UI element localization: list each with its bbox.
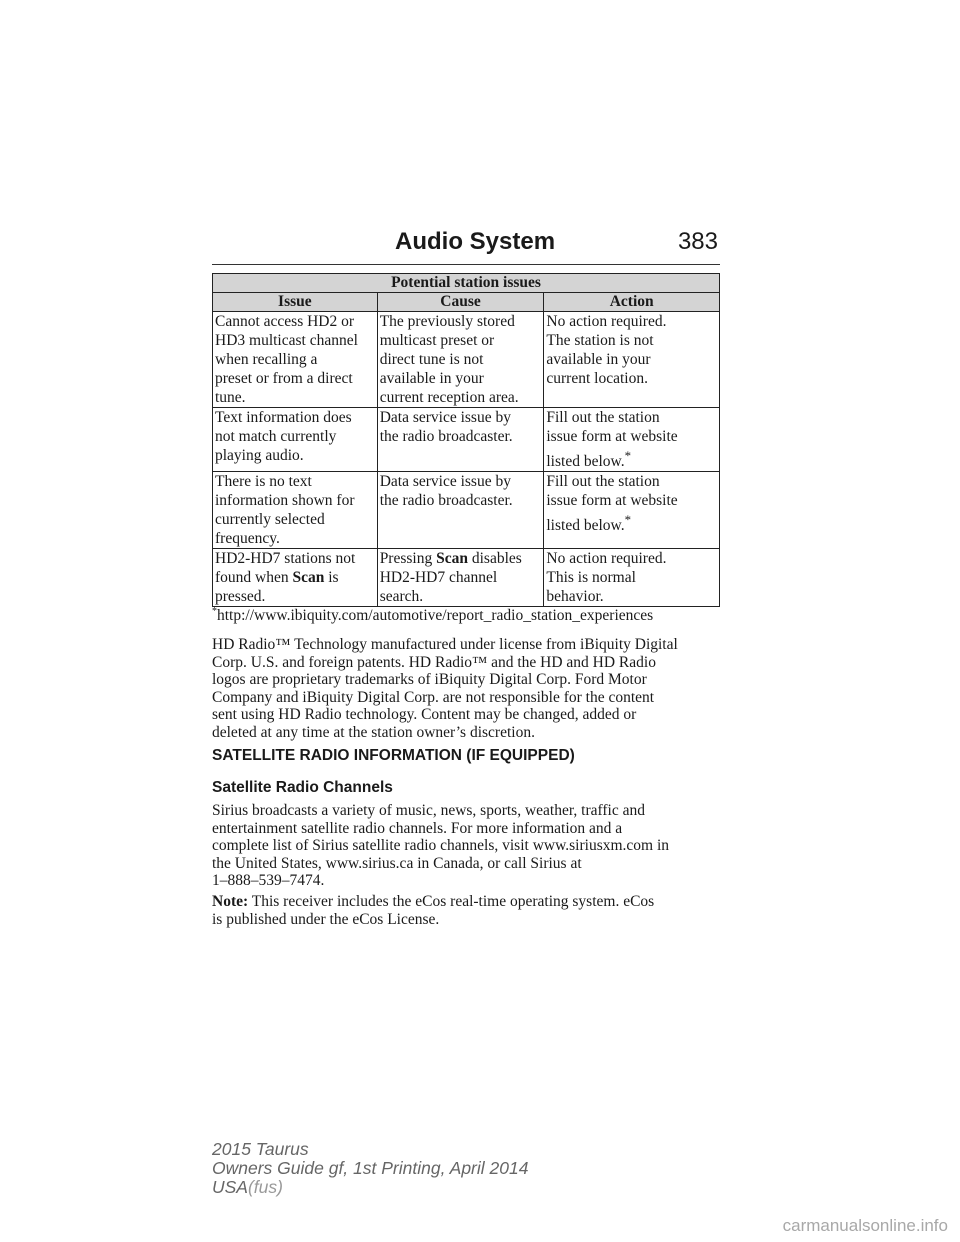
footnote-url: http://www.ibiquity.com/automotive/report_radio_station_experiences: [217, 607, 654, 625]
note-label: Note:: [212, 893, 249, 910]
page-footer: [212, 1140, 528, 1197]
table-caption-row: [213, 274, 720, 293]
cause-cell: Data service issue by the radio broadcaster.: [377, 472, 544, 549]
footnote: [212, 606, 653, 625]
page-number: 383: [677, 228, 718, 255]
table-row: [213, 312, 720, 408]
table-row: [213, 408, 720, 472]
scan-button-label: Scan: [292, 569, 325, 587]
column-header-cause: Cause: [377, 293, 544, 312]
issue-text: is pressed.: [215, 569, 339, 606]
action-text: Fill out the station issue form at website listed below.: [546, 473, 678, 535]
action-cell: [544, 472, 720, 549]
column-header-action: Action: [544, 293, 720, 312]
page-header: [212, 226, 720, 265]
footnote-marker: *: [624, 512, 632, 528]
action-text: Fill out the station issue form at website listed below.: [546, 409, 678, 471]
station-issues-table: [212, 273, 720, 607]
sub-heading: Satellite Radio Channels: [212, 779, 393, 796]
footer-model: 2015 Taurus: [212, 1139, 309, 1159]
sirius-paragraph: Sirius broadcasts a variety of music, news, sports, weather, traffic and entertainment satellite radio channels. For more information and a complete list of Sirius satellite radio channels, visit www.siriusxm.com in the United States, www.sirius.ca in Canada, or call Sirius at 1–888–539–7474.: [212, 802, 670, 889]
footer-region-main: USA: [212, 1177, 248, 1197]
cause-cell: Data service issue by the radio broadcaster.: [377, 408, 544, 472]
footnote-marker: *: [624, 448, 632, 463]
watermark: carmanualsonline.info: [782, 1216, 948, 1235]
footer-region: [212, 1178, 528, 1197]
page-title: Audio System: [395, 228, 556, 255]
section-heading: SATELLITE RADIO INFORMATION (IF EQUIPPED): [212, 747, 575, 764]
note-paragraph: [212, 893, 722, 928]
issue-cell: There is no text information shown for currently selected frequency.: [213, 472, 378, 549]
cause-text: Pressing: [379, 550, 437, 568]
issue-text: HD2-HD7 stations not found when: [215, 550, 356, 587]
table-row: [213, 549, 720, 607]
table-row: [213, 472, 720, 549]
issue-cell: Cannot access HD2 or HD3 multicast channel when recalling a preset or from a direct tune.: [213, 312, 378, 408]
scan-button-label: Scan: [436, 550, 468, 568]
hd-radio-paragraph: HD Radio™ Technology manufactured under license from iBiquity Digital Corp. U.S. and foreign patents. HD Radio™ and the HD and HD Radio logos are proprietary trademarks of iBiquity Digital Corp. Ford Motor Company and iBiquity Digital Corp. are not responsible for the content sent using HD Radio technology. Content may be changed, added or deleted at any time at the station owner’s discretion.: [212, 636, 678, 741]
cause-cell: The previously stored multicast preset or direct tune is not available in your current reception area.: [377, 312, 544, 408]
table-caption: Potential station issues: [213, 274, 720, 293]
issue-cell: Text information does not match currently playing audio.: [213, 408, 378, 472]
footnote-marker: *: [212, 606, 217, 617]
action-cell: No action required. The station is not available in your current location.: [544, 312, 720, 408]
action-cell: [544, 408, 720, 472]
note-text: This receiver includes the eCos real-time operating system. eCos is published under the eCos License.: [212, 893, 655, 928]
footer-edition: Owners Guide gf, 1st Printing, April 2014: [212, 1158, 529, 1178]
table-header-row: [213, 293, 720, 312]
cause-text: disables HD2-HD7 channel search.: [379, 550, 522, 606]
action-cell: No action required. This is normal behavior.: [544, 549, 720, 607]
footer-region-code: (fus): [247, 1177, 283, 1197]
issue-cell: [213, 549, 378, 607]
cause-cell: [377, 549, 544, 607]
column-header-issue: Issue: [213, 293, 378, 312]
